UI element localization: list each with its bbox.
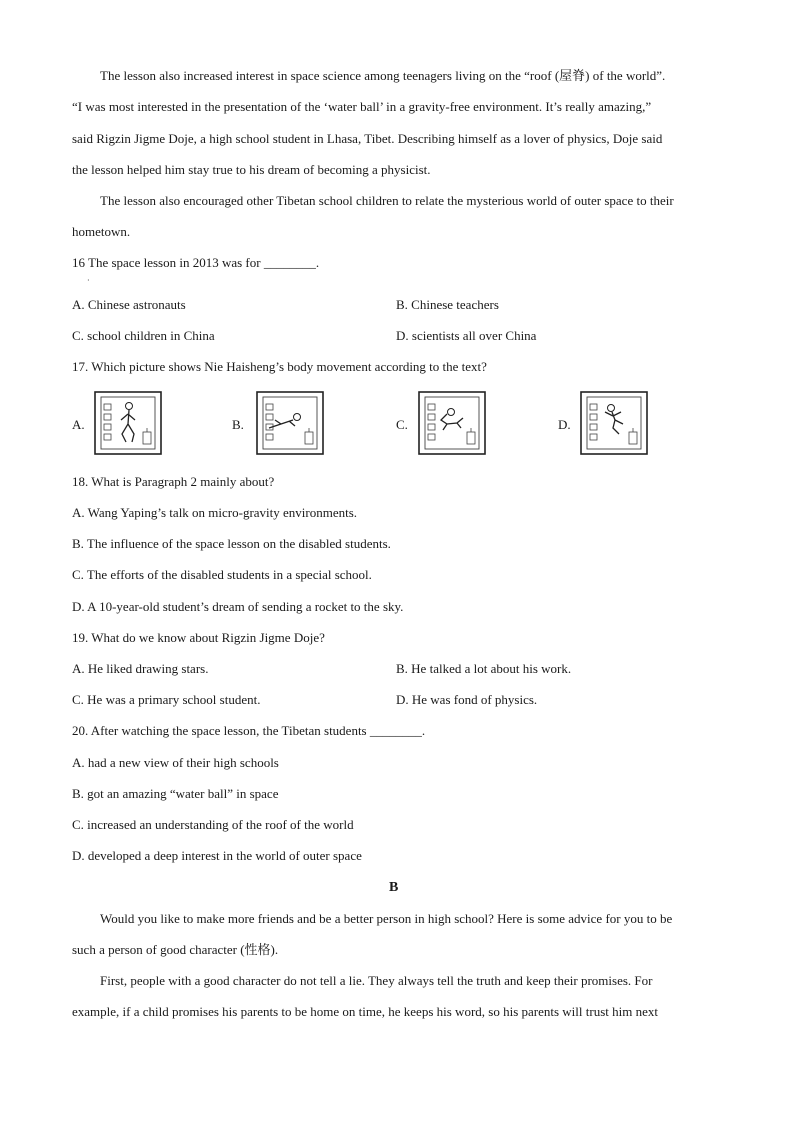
passage-line: The lesson also encouraged other Tibetan school children to relate the mysterious world of outer space to their [100, 193, 674, 208]
q20-option-a: A. had a new view of their high schools [72, 755, 279, 770]
q16-option-b: B. Chinese teachers [396, 297, 499, 312]
passage-line: said Rigzin Jigme Doje, a high school student in Lhasa, Tibet. Describing himself as a lover of physics, Doje said [72, 131, 663, 146]
question-16-stem: 16 The space lesson in 2013 was for ________. [72, 255, 320, 270]
q19-option-c: C. He was a primary school student. [72, 692, 261, 707]
q20-option-c: C. increased an understanding of the roof of the world [72, 817, 354, 832]
q17-label-a: A. [72, 417, 85, 432]
q17-label-d: D. [558, 417, 571, 432]
passage-line: “I was most interested in the presentation of the ‘water ball’ in a gravity-free environment. It’s really amazing,” [72, 99, 652, 114]
question-17-stem: 17. Which picture shows Nie Haisheng’s body movement according to the text? [72, 359, 487, 374]
q16-option-c: C. school children in China [72, 328, 215, 343]
q18-option-b: B. The influence of the space lesson on the disabled students. [72, 536, 391, 551]
section-b-heading: B [389, 880, 399, 895]
q17-picture-a [93, 390, 163, 456]
q17-picture-c [417, 390, 487, 456]
q16-option-a: A. Chinese astronauts [72, 297, 186, 312]
stray-mark: · [87, 276, 90, 285]
question-18-stem: 18. What is Paragraph 2 mainly about? [72, 474, 275, 489]
q17-picture-d [579, 390, 649, 456]
q18-option-a: A. Wang Yaping’s talk on micro-gravity environments. [72, 505, 358, 520]
q16-option-d: D. scientists all over China [396, 328, 537, 343]
passage-line: The lesson also increased interest in space science among teenagers living on the “roof (屋脊) of the world”. [100, 68, 666, 83]
question-20-stem: 20. After watching the space lesson, the Tibetan students ________. [72, 723, 426, 738]
passage-line: example, if a child promises his parents to be home on time, he keeps his word, so his parents will trust him next [72, 1004, 658, 1019]
q18-option-c: C. The efforts of the disabled students in a special school. [72, 567, 372, 582]
q19-option-b: B. He talked a lot about his work. [396, 661, 572, 676]
q20-option-b: B. got an amazing “water ball” in space [72, 786, 279, 801]
q17-picture-b [255, 390, 325, 456]
passage-line: Would you like to make more friends and be a better person in high school? Here is some advice for you to be [100, 911, 673, 926]
q19-option-d: D. He was fond of physics. [396, 692, 538, 707]
question-19-stem: 19. What do we know about Rigzin Jigme Doje? [72, 630, 325, 645]
q17-label-c: C. [396, 417, 408, 432]
q20-option-d: D. developed a deep interest in the world of outer space [72, 848, 362, 863]
q18-option-d: D. A 10-year-old student’s dream of sending a rocket to the sky. [72, 599, 404, 614]
q17-label-b: B. [232, 417, 244, 432]
q19-option-a: A. He liked drawing stars. [72, 661, 209, 676]
passage-line: hometown. [72, 224, 131, 239]
passage-line: First, people with a good character do not tell a lie. They always tell the truth and keep their promises. For [100, 973, 653, 988]
passage-line: such a person of good character (性格). [72, 942, 279, 957]
passage-line: the lesson helped him stay true to his dream of becoming a physicist. [72, 162, 431, 177]
